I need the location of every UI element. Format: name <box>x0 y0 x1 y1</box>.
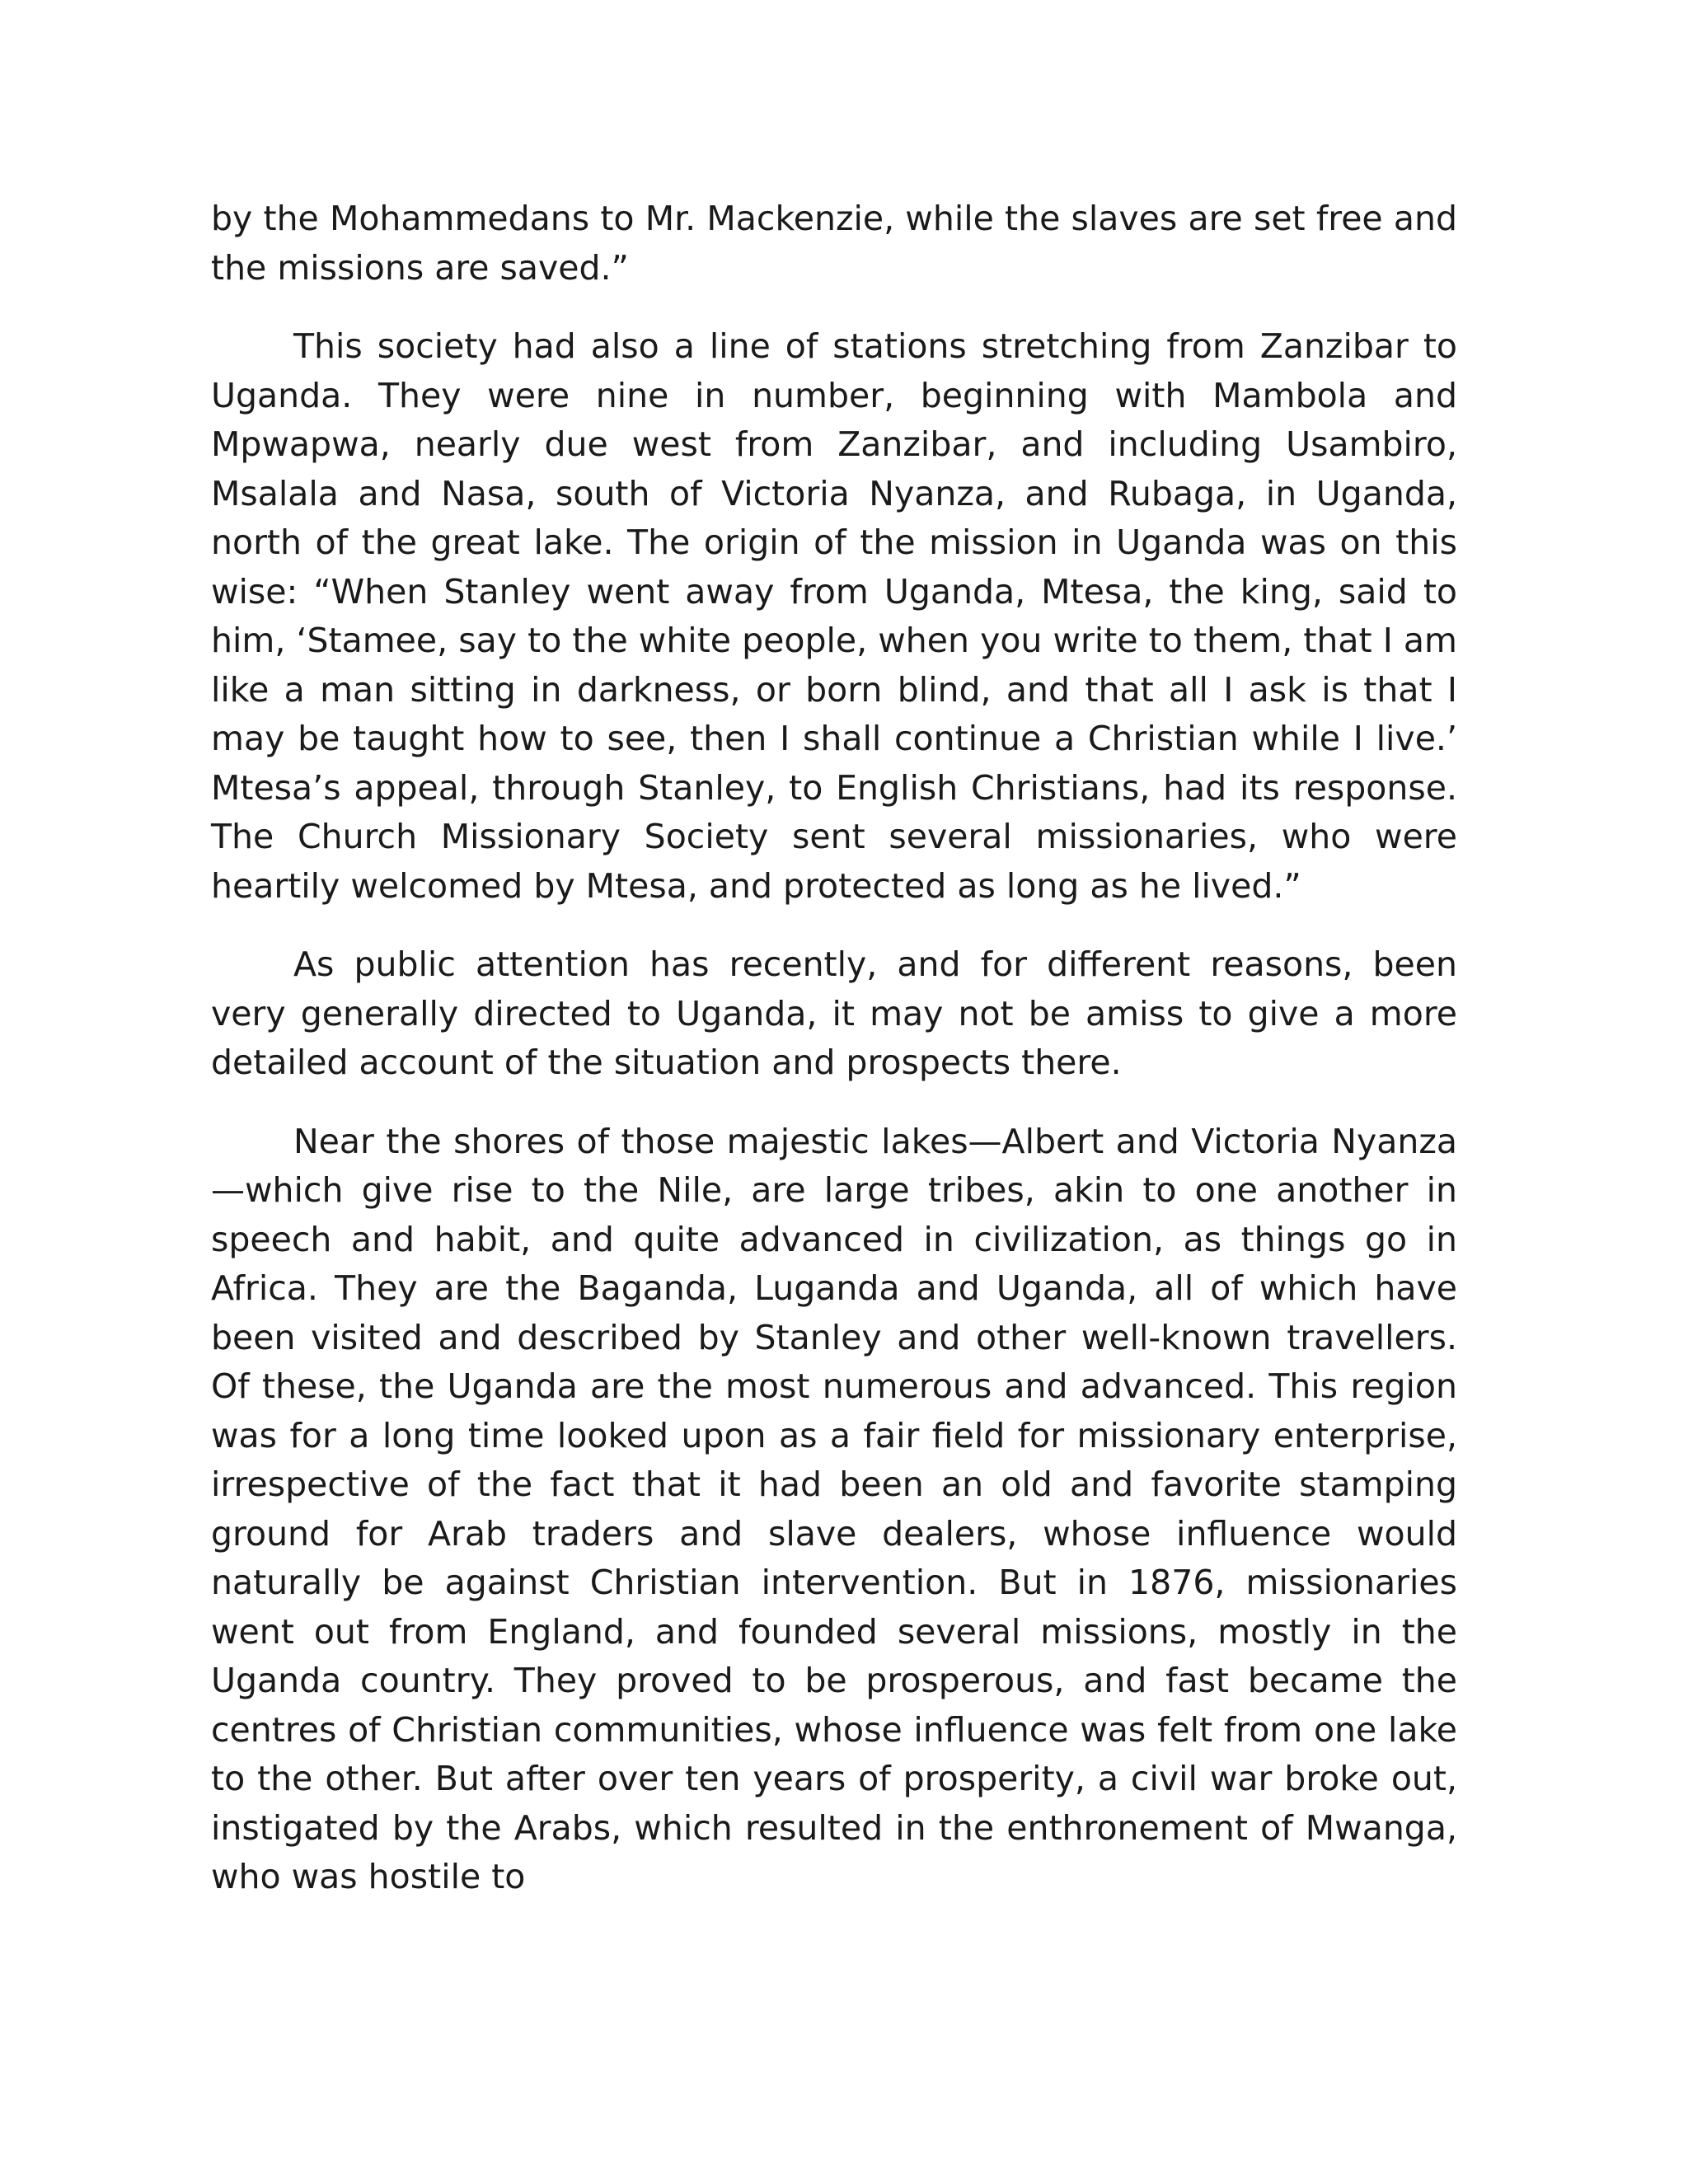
paragraph-4: Near the shores of those majestic lakes—Albert and Victoria Nyanza—which give rise to the Nile, are large tribes, akin to one another in speech and habit, and quite advanced in civilization, as things go in Africa. They are the Baganda, Luganda and Uganda, all of which have been visited and described by Stanley and other well-known travellers. Of these, the Uganda are the most numerous and advanced. This region was for a long time looked upon as a fair field for missionary enterprise, irrespective of the fact that it had been an old and favorite stamping ground for Arab traders and slave dealers, whose influence would naturally be against Christian intervention. But in 1876, missionaries went out from England, and founded several missions, mostly in the Uganda country. They proved to be prosperous, and fast became the centres of Christian communities, whose influence was felt from one lake to the other. But after over ten years of prosperity, a civil war broke out, instigated by the Arabs, which resulted in the enthronement of Mwanga, who was hostile to <box>211 1121 1457 1896</box>
paragraph-2: This society had also a line of stations stretching from Zanzibar to Uganda. They were nine in number, beginning with Mambola and Mpwapwa, nearly due west from Zanzibar, and including Usambiro, Msalala and Nasa, south of Victoria Nyanza, and Rubaga, in Uganda, north of the great lake. The origin of the mission in Uganda was on this wise: “When Stanley went away from Uganda, Mtesa, the king, said to him, ‘Stamee, say to the white people, when you write to them, that I am like a man sitting in darkness, or born blind, and that all I ask is that I may be taught how to see, then I shall continue a Christian while I live.’ Mtesa’s appeal, through Stanley, to English Christians, had its response. The Church Missionary Society sent several missionaries, who were heartily welcomed by Mtesa, and protected as long as he lived.” <box>211 326 1457 906</box>
document-page <box>211 194 1457 1932</box>
paragraph-3: As public attention has recently, and for different reasons, been very generally directed to Uganda, it may not be amiss to give a more detailed account of the situation and prospects there. <box>211 944 1457 1082</box>
paragraph-1: by the Mohammedans to Mr. Mackenzie, while the slaves are set free and the missions are saved.” <box>211 199 1457 288</box>
